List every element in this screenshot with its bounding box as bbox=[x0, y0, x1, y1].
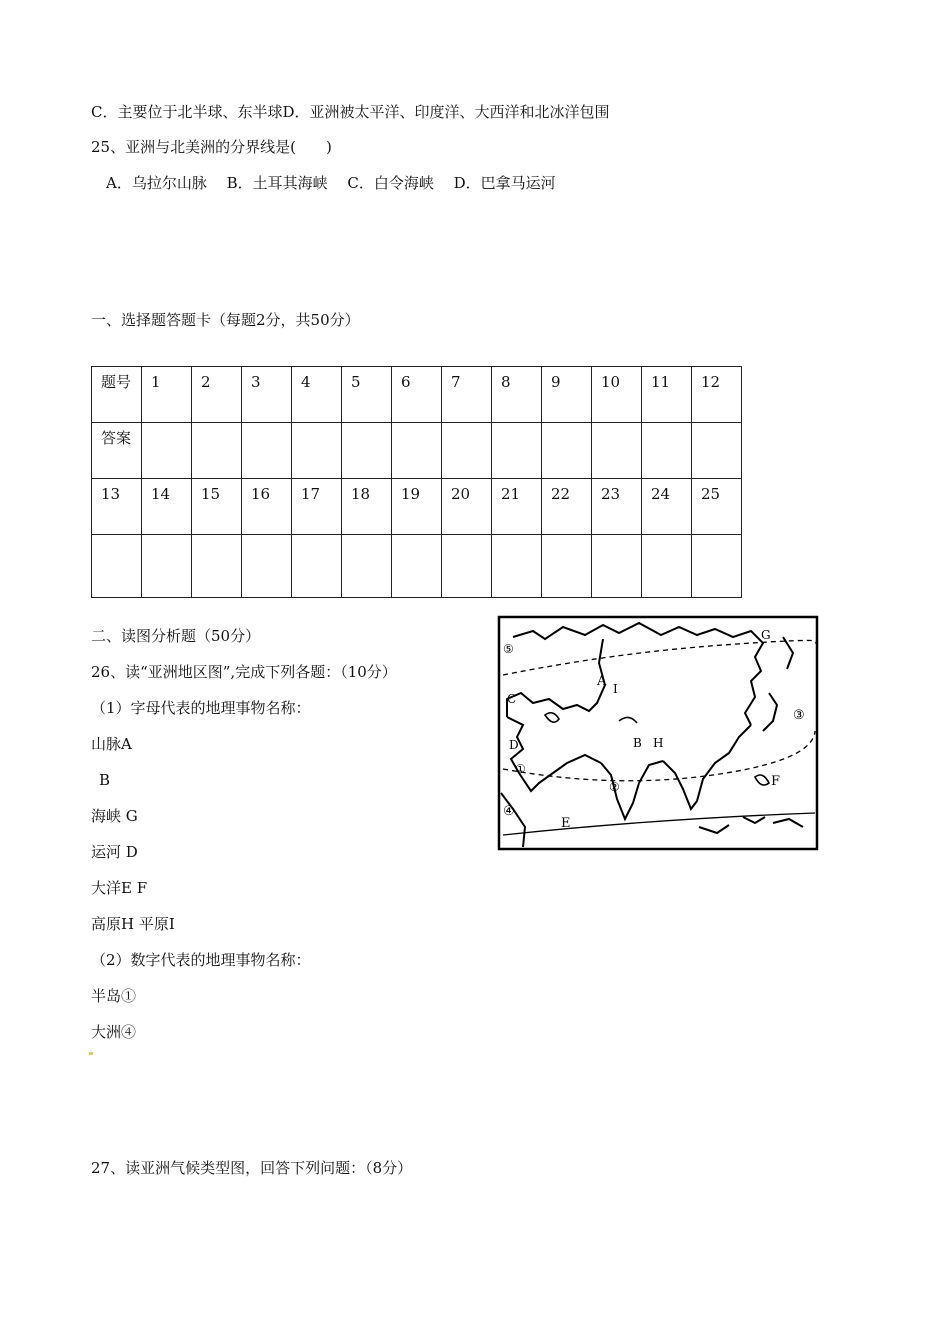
table-cell: 19 bbox=[392, 479, 442, 535]
table-cell: 6 bbox=[392, 367, 442, 423]
map-label-d: D bbox=[509, 738, 519, 752]
peninsula-label: 半岛① bbox=[91, 987, 137, 1005]
mountain-a-label: 山脉A bbox=[91, 735, 132, 753]
table-row bbox=[92, 479, 742, 535]
map-label-e: E bbox=[561, 816, 571, 831]
canal-d-label: 运河 D bbox=[91, 843, 138, 861]
answer-table bbox=[91, 366, 742, 598]
table-cell: 1 bbox=[142, 367, 192, 423]
table-cell: 7 bbox=[442, 367, 492, 423]
answer-cell[interactable] bbox=[592, 535, 642, 598]
answer-cell[interactable] bbox=[342, 423, 392, 479]
table-cell: 16 bbox=[242, 479, 292, 535]
answer-cell[interactable] bbox=[142, 535, 192, 598]
table-cell: 17 bbox=[292, 479, 342, 535]
table-cell: 答案 bbox=[92, 423, 142, 479]
answer-cell[interactable] bbox=[692, 535, 742, 598]
answer-cell[interactable] bbox=[292, 535, 342, 598]
q24-options-cd: C．主要位于北半球、东半球D．亚洲被太平洋、印度洋、大西洋和北冰洋包围 bbox=[91, 103, 610, 121]
table-cell: 13 bbox=[92, 479, 142, 535]
map-label-3: ③ bbox=[793, 708, 805, 723]
answer-cell[interactable] bbox=[342, 535, 392, 598]
map-label-1: ① bbox=[515, 762, 526, 776]
map-label-c: C bbox=[507, 692, 517, 706]
table-row bbox=[92, 535, 742, 598]
q26-part1: （1）字母代表的地理事物名称： bbox=[91, 699, 311, 717]
ocean-ef-label: 大洋E F bbox=[91, 879, 148, 897]
answer-cell[interactable] bbox=[392, 423, 442, 479]
map-label-5: ⑤ bbox=[503, 642, 514, 656]
table-cell: 20 bbox=[442, 479, 492, 535]
table-cell: 8 bbox=[492, 367, 542, 423]
answer-cell[interactable] bbox=[192, 535, 242, 598]
table-cell: 25 bbox=[692, 479, 742, 535]
speck-mark bbox=[89, 1052, 93, 1055]
answer-cell[interactable] bbox=[392, 535, 442, 598]
answer-cell[interactable] bbox=[542, 535, 592, 598]
table-cell: 18 bbox=[342, 479, 392, 535]
table-cell: 21 bbox=[492, 479, 542, 535]
answer-cell[interactable] bbox=[292, 423, 342, 479]
answer-cell[interactable] bbox=[492, 423, 542, 479]
b-label: B bbox=[99, 771, 111, 789]
strait-g-label: 海峡 G bbox=[91, 807, 138, 825]
answer-cell[interactable] bbox=[442, 423, 492, 479]
table-cell: 题号 bbox=[92, 367, 142, 423]
map-label-2: ② bbox=[609, 780, 620, 794]
asia-map bbox=[493, 613, 821, 853]
answer-cell[interactable] bbox=[542, 423, 592, 479]
answer-cell[interactable] bbox=[642, 423, 692, 479]
answer-cell[interactable] bbox=[492, 535, 542, 598]
section2-heading: 二、读图分析题（50分） bbox=[91, 627, 261, 645]
map-label-f: F bbox=[771, 774, 781, 789]
q27-stem: 27、读亚洲气候类型图，回答下列问题：（8分） bbox=[91, 1159, 413, 1177]
answer-cell[interactable] bbox=[192, 423, 242, 479]
map-label-g: G bbox=[761, 628, 771, 642]
answer-cell[interactable] bbox=[642, 535, 692, 598]
table-cell: 11 bbox=[642, 367, 692, 423]
table-cell: 14 bbox=[142, 479, 192, 535]
table-cell: 9 bbox=[542, 367, 592, 423]
answer-cell[interactable] bbox=[442, 535, 492, 598]
table-cell: 5 bbox=[342, 367, 392, 423]
plateau-plain-label: 高原H 平原I bbox=[91, 915, 175, 933]
section1-heading: 一、选择题答题卡（每题2分，共50分） bbox=[91, 311, 360, 329]
map-label-a: A bbox=[597, 674, 607, 689]
map-label-b: B bbox=[633, 736, 642, 750]
table-cell: 24 bbox=[642, 479, 692, 535]
table-cell: 10 bbox=[592, 367, 642, 423]
map-label-h: H bbox=[653, 736, 664, 750]
table-cell: 4 bbox=[292, 367, 342, 423]
answer-cell[interactable] bbox=[92, 535, 142, 598]
answer-cell[interactable] bbox=[692, 423, 742, 479]
table-cell: 15 bbox=[192, 479, 242, 535]
q26-stem: 26、读“亚洲地区图”,完成下列各题：（10分） bbox=[91, 663, 397, 681]
map-label-4: ④ bbox=[503, 804, 515, 819]
table-cell: 23 bbox=[592, 479, 642, 535]
table-row bbox=[92, 367, 742, 423]
table-cell: 3 bbox=[242, 367, 292, 423]
answer-cell[interactable] bbox=[592, 423, 642, 479]
q26-part2: （2）数字代表的地理事物名称： bbox=[91, 951, 311, 969]
table-cell: 22 bbox=[542, 479, 592, 535]
answer-cell[interactable] bbox=[242, 535, 292, 598]
map-label-i: I bbox=[613, 682, 618, 696]
continent-label: 大洲④ bbox=[91, 1023, 137, 1041]
q25-stem: 25、亚洲与北美洲的分界线是( ) bbox=[91, 138, 332, 156]
answer-cell[interactable] bbox=[142, 423, 192, 479]
table-cell: 12 bbox=[692, 367, 742, 423]
table-row bbox=[92, 423, 742, 479]
answer-cell[interactable] bbox=[242, 423, 292, 479]
table-cell: 2 bbox=[192, 367, 242, 423]
q25-options: A．乌拉尔山脉 B．土耳其海峡 C．白令海峡 D．巴拿马运河 bbox=[106, 174, 556, 192]
